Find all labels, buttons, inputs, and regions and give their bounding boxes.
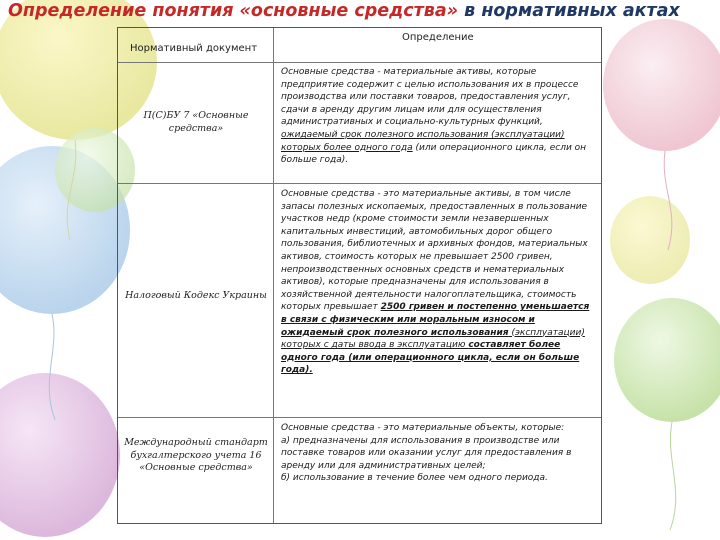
row2-def-part1: Основные средства - это материальные активы, в том числе запасы полезных ископаемых, предоставленных в пользование участков недр (кроме стоимости земли незавершенных капитальных инвестиций, автомобильных дорог общего пользования, библиотечных и архивных фондов, материальных активов, стоимость которых не превышает 2500 гривен, непроизводственных основных средств и нематериальных активов), которые предназначены для использования в хозяйственной деятельности налогоплательщика, стоимость которых превышает xyxy=(281,189,588,313)
header-definition: Определение xyxy=(402,32,474,43)
row1-def-part3: (или операционного цикла, если он больше года). xyxy=(281,142,587,166)
title-part2: в нормативных актах xyxy=(458,1,680,21)
row3-document: Международный стандарт бухгалтерского учета 16 «Основные средства» xyxy=(124,437,268,473)
row1-definition xyxy=(281,66,595,167)
row3-def-intro: Основные средства - это материальные объекты, которые: xyxy=(281,423,565,433)
row1-def-part1: Основные средства - материальные активы, которые предприятие содержит с целью использования их в процессе производства или поставки товаров, предоставления услуг, сдачи в аренду другим лицам или для осуществления административных и социально-культурных функций, xyxy=(281,67,579,128)
row-divider xyxy=(118,62,601,63)
row2-definition xyxy=(281,188,595,377)
row3-definition xyxy=(281,422,595,485)
row3-def-item-b: б) использование в течение более чем одного периода. xyxy=(281,473,548,484)
row1-def-part2: ожидаемый срок полезного использования (эксплуатации) которых более одного года xyxy=(281,129,565,153)
definitions-table xyxy=(117,27,602,524)
row2-def-part2: 2500 гривен и постепенно уменьшается в связи с физическим или моральным износом и ожидаемый срок полезного использования xyxy=(281,302,590,338)
row-divider xyxy=(118,417,601,418)
row2-def-part4: составляет более одного года (или операционного цикла, если он больше года). xyxy=(281,340,580,376)
row2-document: Налоговый Кодекс Украины xyxy=(125,290,267,301)
row1-document: П(С)БУ 7 «Основные средства» xyxy=(143,110,249,134)
header-document: Нормативный документ xyxy=(130,43,258,54)
row3-def-item-a: а) предназначены для использования в производстве или поставке товаров или оказании услуг для предоставления в аренду или для административных целей; xyxy=(281,435,572,471)
slide-title xyxy=(8,0,720,24)
row-divider xyxy=(118,183,601,184)
column-divider xyxy=(273,28,274,523)
title-part1: Определение понятия «основные средства» xyxy=(8,1,459,21)
row2-def-part3: (эксплуатации) которых с даты ввода в эксплуатацию xyxy=(281,327,585,351)
